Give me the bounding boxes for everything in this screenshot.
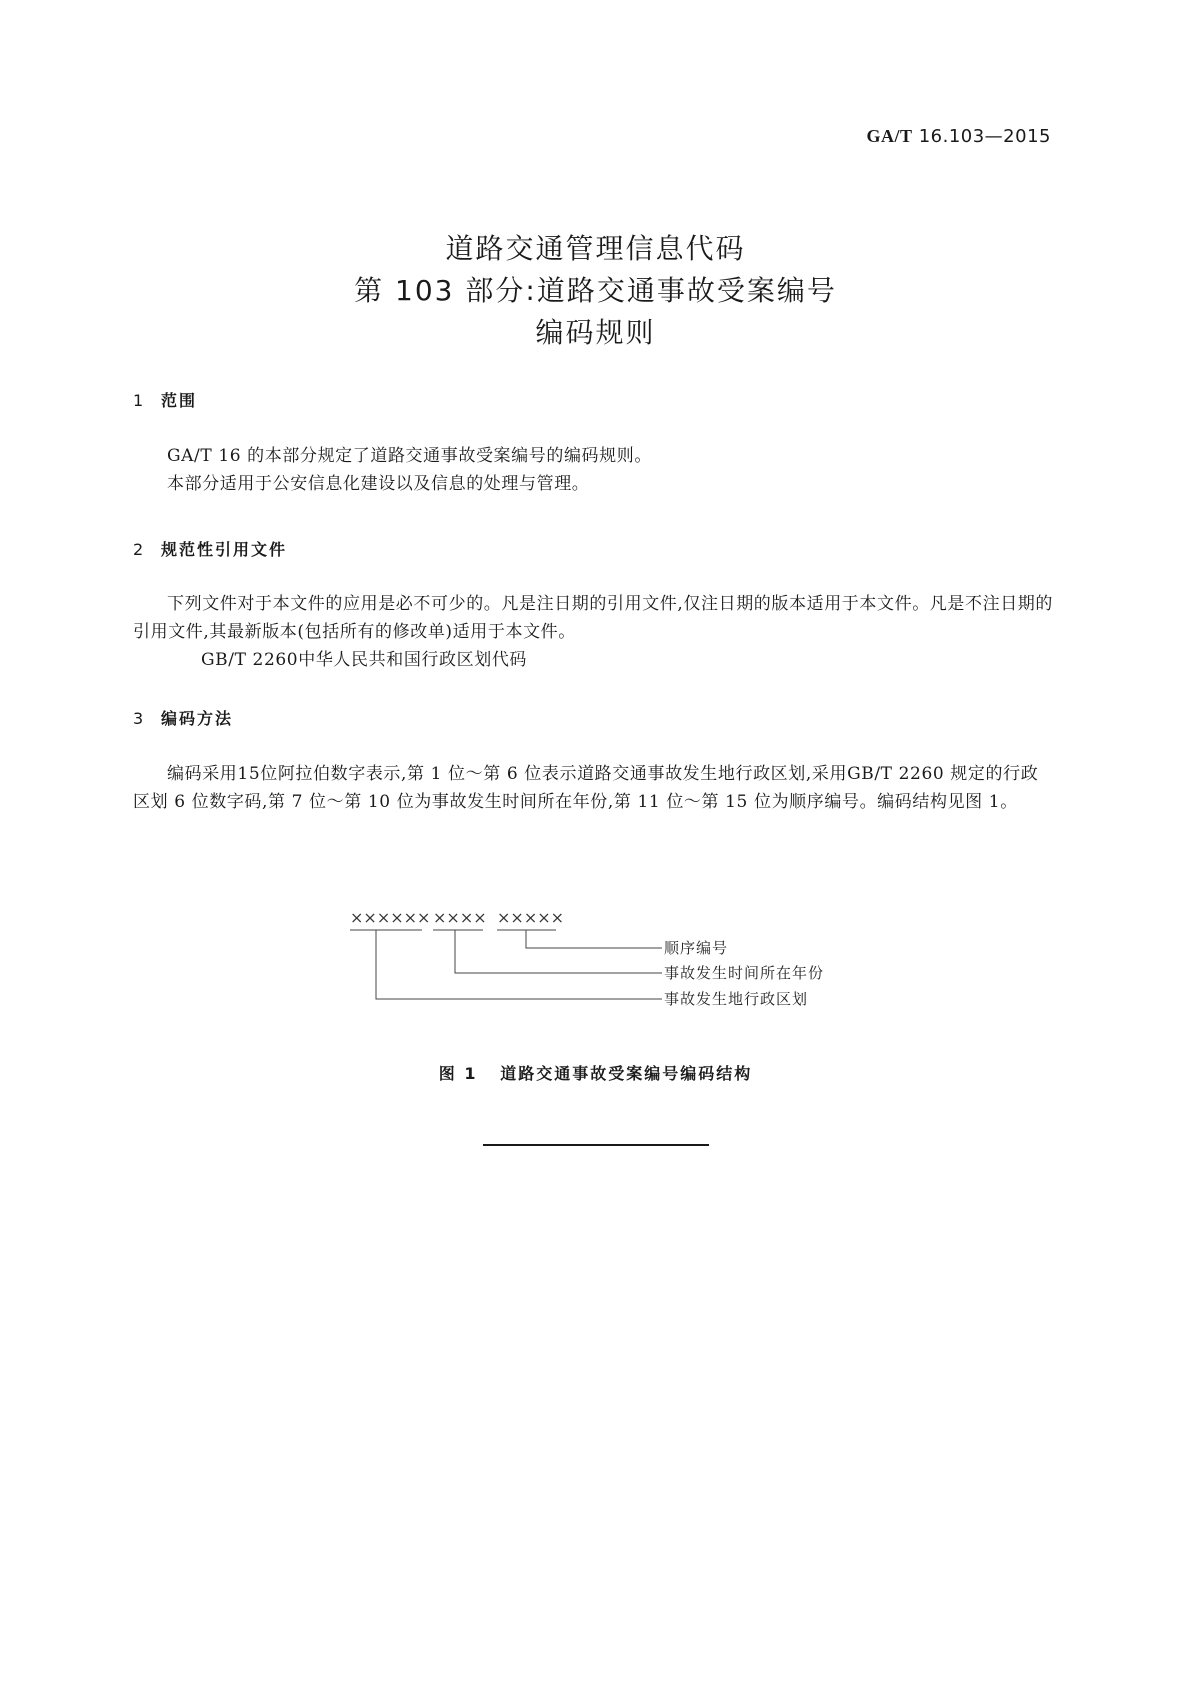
document-number: [866, 126, 1051, 147]
code-segment-year: ××××: [433, 908, 487, 927]
reference-title: 中华人民共和国行政区划代码: [298, 650, 528, 670]
document-title: [0, 228, 1191, 354]
section-2-paragraph: 下列文件对于本文件的应用是必不可少的。凡是注日期的引用文件,仅注日期的版本适用于本文件。凡是不注日期的引用文件,其最新版本(包括所有的修改单)适用于本文件。: [133, 594, 1054, 642]
end-of-document-rule: [483, 1144, 709, 1146]
section-1-heading: [133, 388, 197, 411]
section-3-paragraph: 编码采用15位阿拉伯数字表示,第 1 位～第 6 位表示道路交通事故发生地行政区划,采用GB/T 2260 规定的行政区划 6 位数字码,第 7 位～第 10 位为事故发生时间所在年份,第 11 位～第 15 位为顺序编号。编码结构见图 1。: [133, 764, 1039, 812]
normative-reference: [133, 646, 1053, 674]
section-3-heading: [133, 706, 233, 729]
section-3-title: 编码方法: [161, 709, 234, 728]
leader-year: [455, 930, 662, 973]
code-structure-figure: [340, 908, 860, 1020]
document-code: 16.103—2015: [918, 126, 1051, 147]
figure-caption: [0, 1061, 1191, 1084]
leader-sequence: [526, 930, 662, 948]
title-line-3: 编码规则: [535, 316, 656, 349]
section-3-body: [133, 760, 1053, 816]
title-line-2: 第 103 部分:道路交通事故受案编号: [354, 274, 837, 307]
reference-code: GB/T 2260: [201, 650, 299, 670]
section-3-number: 3: [133, 709, 146, 728]
section-2-body: [133, 590, 1053, 674]
section-1-paragraph-1: GA/T 16 的本部分规定了道路交通事故受案编号的编码规则。: [167, 446, 652, 466]
section-1-paragraph-2: 本部分适用于公安信息化建设以及信息的处理与管理。: [167, 474, 590, 494]
figure-caption-number: 图 1: [438, 1064, 478, 1083]
section-2-number: 2: [133, 540, 146, 559]
section-1-title: 范围: [161, 391, 198, 410]
label-accident-year: 事故发生时间所在年份: [664, 964, 825, 982]
section-2-title: 规范性引用文件: [161, 540, 288, 559]
document-prefix: GA/T: [866, 126, 913, 146]
code-segment-sequence: ×××××: [497, 908, 565, 927]
label-sequence-number: 顺序编号: [664, 939, 729, 957]
code-segment-region: ××××××: [350, 908, 431, 927]
leader-region: [376, 930, 662, 999]
section-2-heading: [133, 537, 287, 560]
figure-caption-text: 道路交通事故受案编号编码结构: [500, 1064, 753, 1083]
section-1-body: [133, 442, 1053, 498]
section-1-number: 1: [133, 391, 146, 410]
title-line-1: 道路交通管理信息代码: [445, 232, 746, 265]
label-accident-region: 事故发生地行政区划: [664, 990, 809, 1008]
